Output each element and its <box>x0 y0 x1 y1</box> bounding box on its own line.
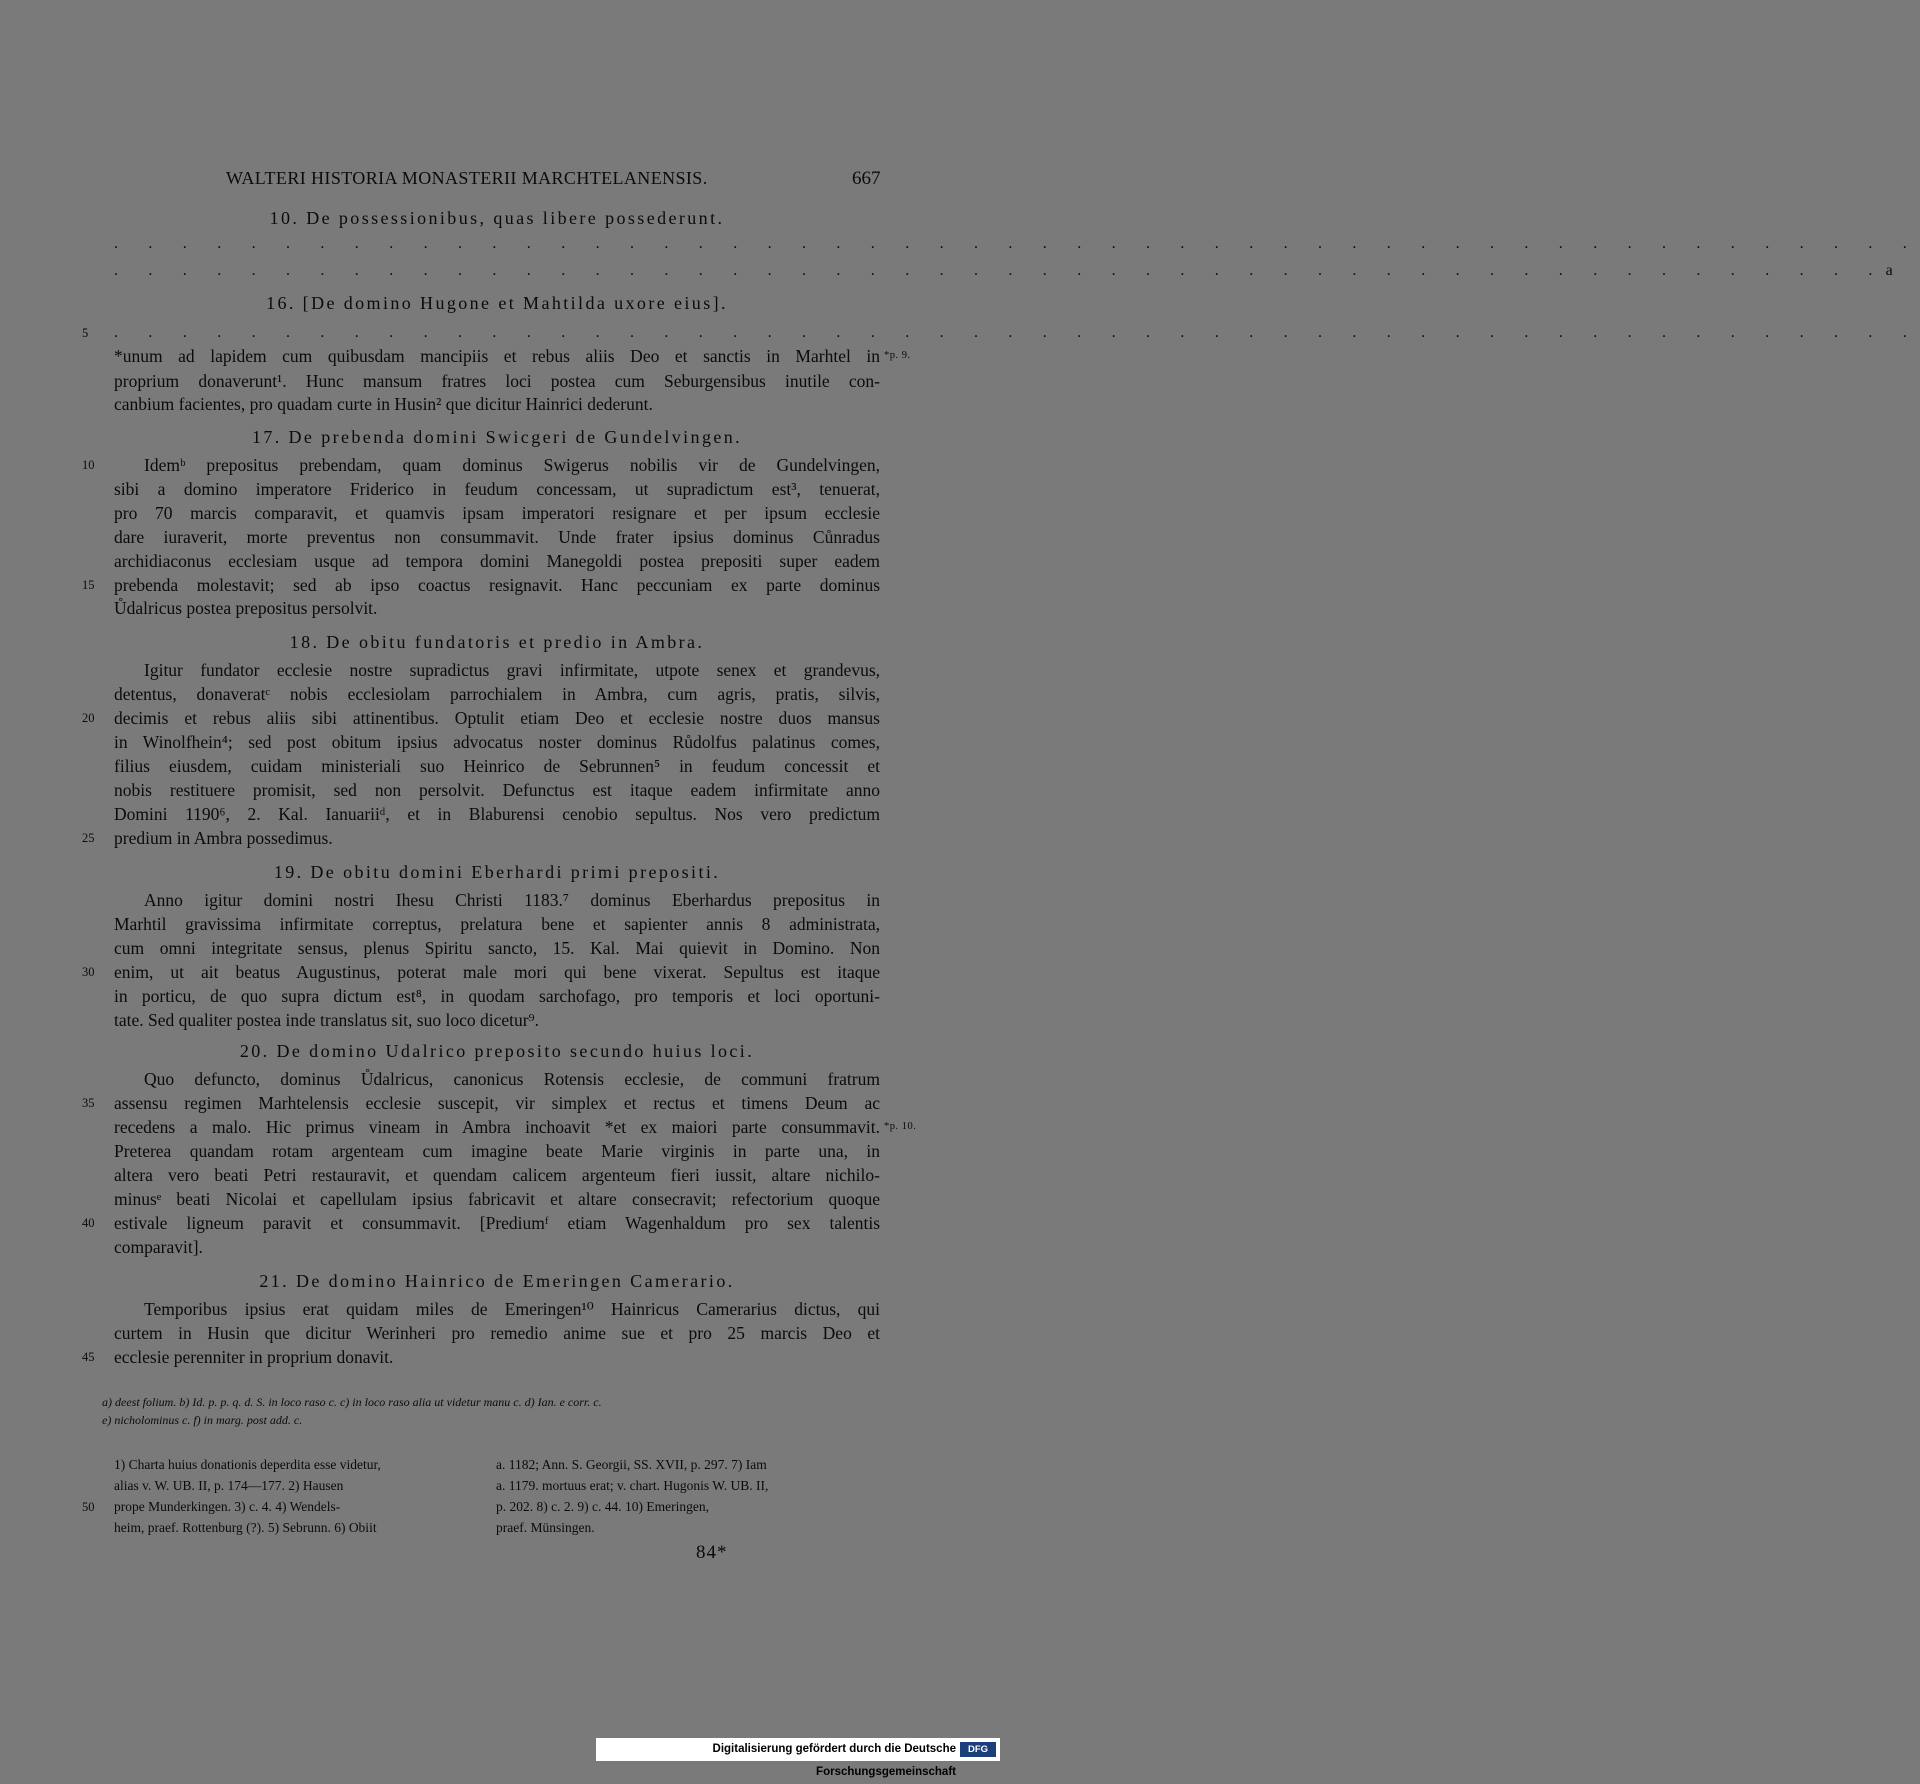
text-line: filius eiusdem, cuidam ministeriali suo Heinrico de Sebrunnen⁵ in feudum concessit et <box>114 756 880 776</box>
heading-20: 20. De domino Udalrico preposito secundo huius loci. <box>239 1041 755 1061</box>
line-number: 30 <box>82 965 95 979</box>
line-number: 40 <box>82 1216 95 1230</box>
text-line: archidiaconus ecclesiam usque ad tempora domini Manegoldi postea prepositi super eadem <box>114 551 880 571</box>
line-number: 15 <box>82 578 95 592</box>
heading-21: 21. De domino Hainrico de Emeringen Camerario. <box>259 1271 735 1291</box>
line-number: 45 <box>82 1350 95 1364</box>
heading-10: 10. De possessionibus, quas libere possederunt. <box>269 208 725 228</box>
text-line: Quo defuncto, dominus Ůdalricus, canonicus Rotensis ecclesie, de communi fratrum <box>144 1069 880 1089</box>
text-line: enim, ut ait beatus Augustinus, poterat male mori qui bene vixerat. Sepultus est itaque <box>114 962 880 982</box>
running-head: WALTERI HISTORIA MONASTERII MARCHTELANENSIS. <box>226 168 708 188</box>
text-line: Ůdalricus postea prepositus persolvit. <box>114 598 378 618</box>
margin-page-ref: *p. 10. <box>884 1121 917 1132</box>
text-line: Preterea quandam rotam argenteam cum imagine beate Marie virginis in parte una, in <box>114 1141 880 1161</box>
text-line: estivale ligneum paravit et consummavit. [Prediumᶠ etiam Wagenhaldum pro sex talentis <box>114 1213 880 1233</box>
text-line: *unum ad lapidem cum quibusdam mancipiis et rebus aliis Deo et sanctis in Marhtel in <box>114 346 880 366</box>
margin-page-ref: *p. 9. <box>884 350 911 361</box>
text-line: decimis et rebus aliis sibi attinentibus. Optulit etiam Deo et ecclesie nostre duos mansus <box>114 708 880 728</box>
text-line: sibi a domino imperatore Friderico in feudum concessam, ut supradictum est³, tenuerat, <box>114 479 880 499</box>
heading-19: 19. De obitu domini Eberhardi primi prepositi. <box>273 862 721 882</box>
text-line: Temporibus ipsius erat quidam miles de Emeringen¹⁰ Hainricus Camerarius dictus, qui <box>144 1299 880 1319</box>
signature-mark: 84* <box>696 1542 728 1563</box>
text-line: ecclesie perenniter in proprium donavit. <box>114 1347 394 1367</box>
text-line: in porticu, de quo supra dictum est⁸, in quodam sarchofago, pro temporis et loci oportuni- <box>114 986 880 1006</box>
heading-17: 17. De prebenda domini Swicgeri de Gundelvingen. <box>251 427 743 447</box>
critical-apparatus: e) nicholominus c. f) in marg. post add. c. <box>102 1413 303 1427</box>
text-line: proprium donaverunt¹. Hunc mansum fratres loci postea cum Seburgensibus inutile con- <box>114 371 880 391</box>
text-line: Marhtil gravissima infirmitate correptus, prelatura bene et sapienter annis 8 administrata, <box>114 914 880 934</box>
heading-18: 18. De obitu fundatoris et predio in Ambra. <box>289 632 705 652</box>
line-number: 50 <box>82 1500 95 1514</box>
text-line: detentus, donaveratᶜ nobis ecclesiolam parrochialem in Ambra, cum agris, pratis, silvis, <box>114 684 880 704</box>
text-line: comparavit]. <box>114 1237 203 1257</box>
text-line: Igitur fundator ecclesie nostre supradictus gravi infirmitate, utpote senex et grandevus, <box>144 660 880 680</box>
omission-dots: . . . . . . . . . . . . . . . . . . . . . . . . . . . . . . . . . . . . . . . . . . . . . . . . . . . . . <box>114 324 1920 341</box>
footnote-line: a. 1179. mortuus erat; v. chart. Hugonis W. UB. II, <box>496 1478 769 1493</box>
page-number: 667 <box>852 168 881 189</box>
footnote-line: alias v. W. UB. II, p. 174—177. 2) Hausen <box>114 1478 344 1493</box>
line-number: 10 <box>82 458 95 472</box>
text-line: Idemᵇ prepositus prebendam, quam dominus Swigerus nobilis vir de Gundelvingen, <box>144 455 880 475</box>
text-line: Domini 1190⁶, 2. Kal. Ianuariiᵈ, et in Blaburensi cenobio sepultus. Nos vero predictum <box>114 804 880 824</box>
line-number: 20 <box>82 711 95 725</box>
footnote-line: prope Munderkingen. 3) c. 4. 4) Wendels- <box>114 1499 341 1514</box>
text-line: pro 70 marcis comparavit, et quamvis ipsam imperatori resignare et per ipsum ecclesie <box>114 503 880 523</box>
text-line: tate. Sed qualiter postea inde translatus sit, suo loco dicetur⁹. <box>114 1010 540 1030</box>
footnote-line: 1) Charta huius donationis deperdita esse videtur, <box>114 1457 381 1472</box>
omission-dots: . . . . . . . . . . . . . . . . . . . . . . . . . . . . . . . . . . . . . . . . . . . . . . . . . . . . . <box>114 235 1920 252</box>
text-line: canbium facientes, pro quadam curte in Husin² que dicitur Hainrici dederunt. <box>114 394 653 414</box>
text-line: recedens a malo. Hic primus vineam in Ambra inchoavit *et ex maiori parte consummavit. <box>114 1117 880 1137</box>
footnote-line: praef. Münsingen. <box>496 1520 595 1535</box>
text-line: dare iuraverit, morte preventus non consummavit. Unde frater ipsius dominus Cůnradus <box>114 527 880 547</box>
critical-apparatus: a) deest folium. b) Id. p. p. q. d. S. in loco raso c. c) in loco raso alia ut videtur manu c. d) Ian. e corr. c. <box>102 1395 602 1409</box>
line-number: 25 <box>82 831 95 845</box>
text-line: nobis restituere promisit, sed non persolvit. Defunctus est itaque eadem infirmitate anno <box>114 780 880 800</box>
text-line: prebenda molestavit; sed ab ipso coactus resignavit. Hanc peccuniam ex parte dominus <box>114 575 880 595</box>
footnote-line: heim, praef. Rottenburg (?). 5) Sebrunn. 6) Obiit <box>114 1520 377 1535</box>
text-line: in Winolfhein⁴; sed post obitum ipsius advocatus noster dominus Růdolfus palatinus comes, <box>114 732 880 752</box>
line-number: 5 <box>82 326 89 340</box>
omission-dots: . . . . . . . . . . . . . . . . . . . . . . . . . . . . . . . . . . . . . . . . . . . . . . . . . . . .a <box>114 262 1906 279</box>
footnote-line: a. 1182; Ann. S. Georgii, SS. XVII, p. 297. 7) Iam <box>496 1457 767 1472</box>
footnote-line: p. 202. 8) c. 2. 9) c. 44. 10) Emeringen, <box>496 1499 709 1514</box>
text-line: cum omni integritate sensus, plenus Spiritu sancto, 15. Kal. Mai quievit in Domino. Non <box>114 938 880 958</box>
digitization-banner <box>596 1738 1000 1778</box>
text-line: Anno igitur domini nostri Ihesu Christi 1183.⁷ dominus Eberhardus prepositus in <box>144 890 880 910</box>
text-line: altera vero beati Petri restauravit, et quendam calicem argenteum fieri iussit, altare nichilo- <box>114 1165 880 1185</box>
dfg-logo: DFG <box>960 1742 996 1757</box>
line-number: 35 <box>82 1096 95 1110</box>
heading-16: 16. [De domino Hugone et Mahtilda uxore eius]. <box>266 293 728 313</box>
text-line: predium in Ambra possedimus. <box>114 828 333 848</box>
text-line: assensu regimen Marhtelensis ecclesie suscepit, vir simplex et rectus et timens Deum ac <box>114 1093 880 1113</box>
digitization-note: Digitalisierung gefördert durch die Deutsche Forschungsgemeinschaft <box>712 1743 956 1778</box>
text-line: curtem in Husin que dicitur Werinheri pro remedio anime sue et pro 25 marcis Deo et <box>114 1323 880 1343</box>
text-line: minusᵉ beati Nicolai et capellulam ipsius fabricavit et altare consecravit; refectorium quoque <box>114 1189 880 1209</box>
